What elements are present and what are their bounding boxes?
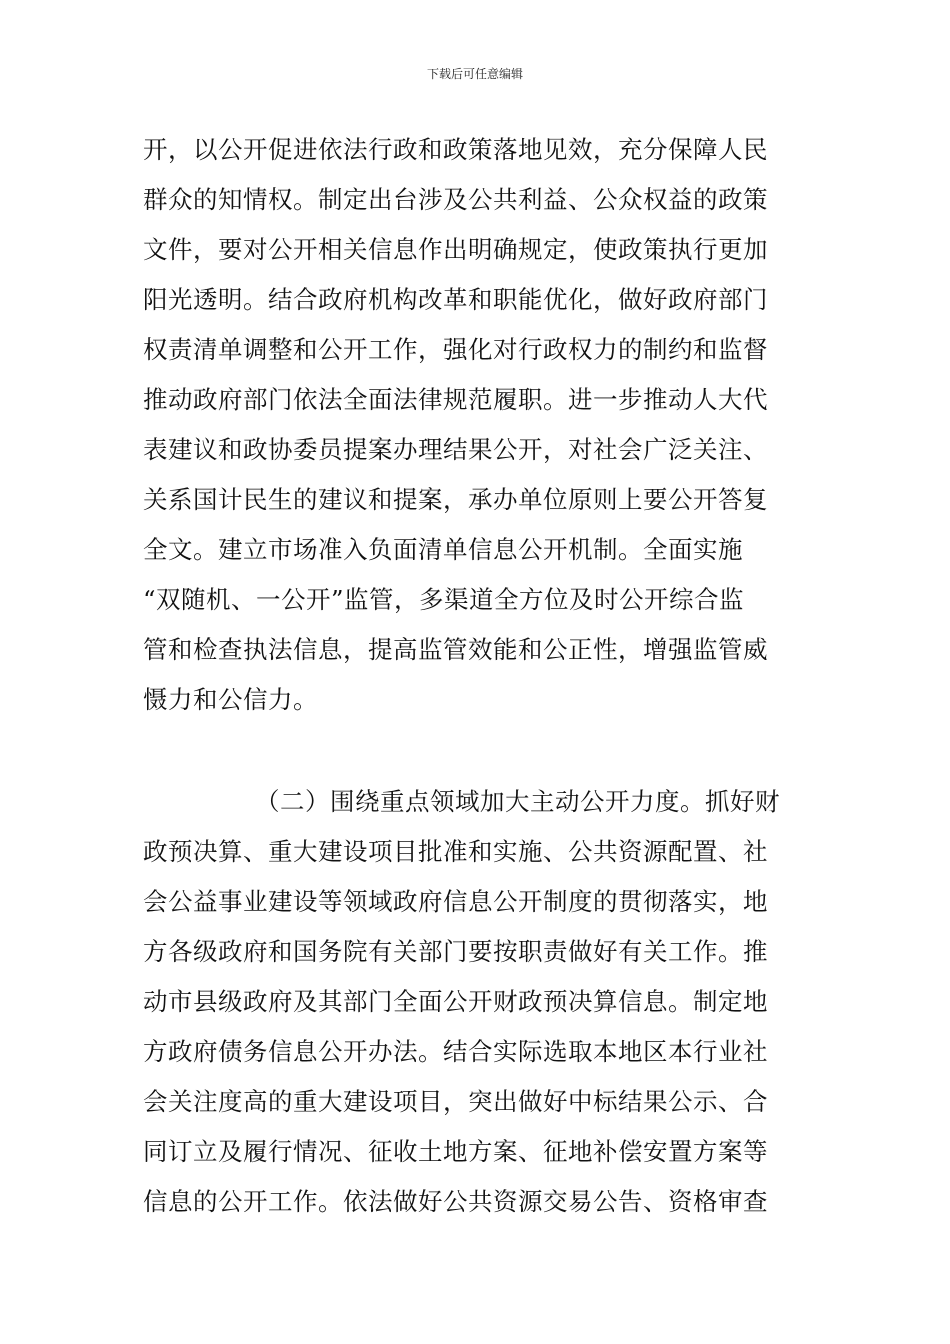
text-line: 文件，要对公开相关信息作出明确规定，使政策执行更加 [143,235,768,264]
text-line: 慑力和公信力。 [143,685,318,714]
text-line: 群众的知情权。制定出台涉及公共利益、公众权益的政策 [143,185,768,214]
text-line: 方政府债务信息公开办法。结合实际选取本地区本行业社 [143,1037,768,1066]
text-line: 会公益事业建设等领域政府信息公开制度的贯彻落实，地 [143,887,768,916]
text-line: 表建议和政协委员提案办理结果公开，对社会广泛关注、 [143,435,768,464]
text-line: 方各级政府和国务院有关部门要按职责做好有关工作。推 [143,937,768,966]
text-line: 权责清单调整和公开工作，强化对行政权力的制约和监督 [143,335,768,364]
text-line: 开，以公开促进依法行政和政策落地见效，充分保障人民 [143,135,768,164]
text-line: 阳光透明。结合政府机构改革和职能优化，做好政府部门 [143,285,768,314]
text-line: 管和检查执法信息，提高监管效能和公正性，增强监管威 [143,635,768,664]
text-line: “双随机、一公开”监管，多渠道全方位及时公开综合监 [143,585,745,614]
text-line: 关系国计民生的建议和提案，承办单位原则上要公开答复 [143,485,768,514]
text-line: 动市县级政府及其部门全面公开财政预决算信息。制定地 [143,987,768,1016]
text-line: 信息的公开工作。依法做好公共资源交易公告、资格审查 [143,1187,768,1216]
text-line: 会关注度高的重大建设项目，突出做好中标结果公示、合 [143,1087,768,1116]
text-line: 推动政府部门依法全面法律规范履职。进一步推动人大代 [143,385,768,414]
section-heading-line: （二）围绕重点领域加大主动公开力度。抓好财 [255,787,780,816]
page-header: 下载后可任意编辑 [426,67,523,81]
text-line: 政预决算、重大建设项目批准和实施、公共资源配置、社 [143,837,768,866]
text-line: 同订立及履行情况、征收土地方案、征地补偿安置方案等 [143,1137,768,1166]
text-line: 全文。建立市场准入负面清单信息公开机制。全面实施 [143,535,743,564]
